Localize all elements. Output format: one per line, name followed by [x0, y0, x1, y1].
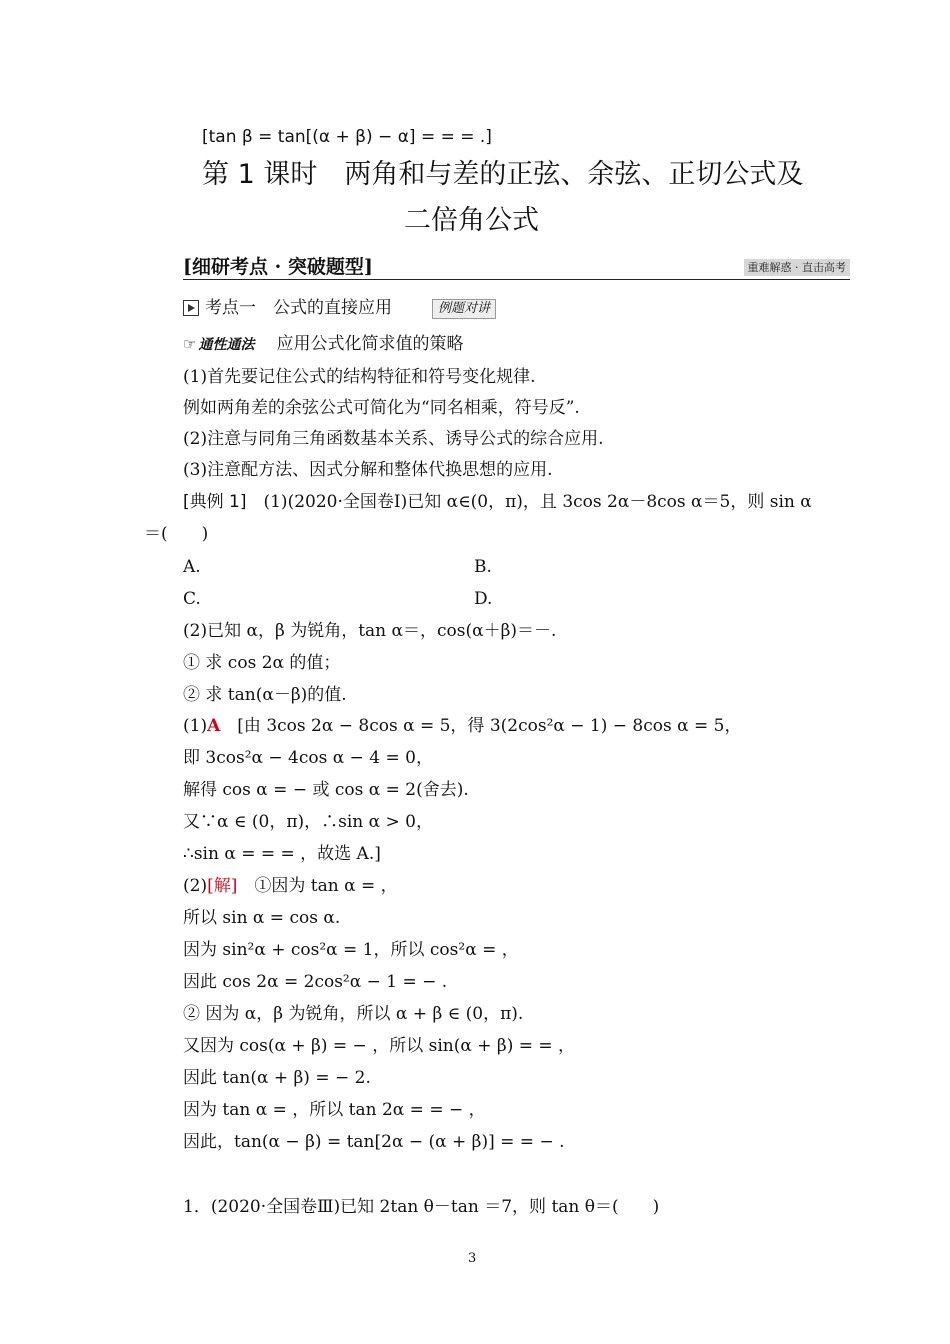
example-q2-intro: (2)已知 α，β 为锐角，tan α＝，cos(α＋β)＝－. [183, 621, 557, 641]
example-q2-item-2: ② 求 tan(α－β)的值. [183, 685, 347, 705]
section-label: [细研考点 · 突破题型] [183, 256, 373, 278]
example-q1-line1: (1)(2020·全国卷Ⅰ)已知 α∈(0，π)，且 3cos 2α－8cos α＝5，则 sin α [263, 492, 812, 512]
answer1-line-1 [183, 715, 741, 737]
section-rule [183, 279, 850, 281]
example-q2-item-1: ① 求 cos 2α 的值； [183, 653, 341, 673]
pointing-hand-icon: ☞ [183, 335, 197, 353]
answer1-line-4: 又∵α ∈ (0，π)，∴sin α > 0， [183, 812, 433, 832]
example-q1-line2: ＝( ) [144, 524, 209, 544]
answer1-text-1: [由 3cos 2α − 8cos α = 5，得 3(2cos²α − 1) − 8cos α = 5， [237, 716, 742, 736]
answer2-line-7: 因此 tan(α + β) = − 2. [183, 1068, 371, 1088]
example-label: [典例 1] [183, 492, 247, 512]
tongxing-text: 应用公式化简求值的策略 [276, 334, 464, 354]
answer2-prefix: (2) [183, 876, 208, 896]
header-formula-line: [tan β = tan[(α + β) − α] = = = .] [202, 127, 492, 147]
example-badge: 例题对讲 [432, 299, 496, 319]
tongxing-badge [183, 333, 254, 356]
answer1-line-3: 解得 cos α = − 或 cos α = 2(舍去). [183, 780, 469, 800]
answer2-line-8: 因为 tan α = ，所以 tan 2α = = − ， [183, 1100, 486, 1120]
answer2-label: [解] [207, 876, 238, 896]
kaodian-heading [183, 297, 496, 319]
kaodian-label: 考点一 公式的直接应用 [205, 298, 392, 318]
strategy-line-4: (3)注意配方法、因式分解和整体代换思想的应用. [183, 460, 553, 480]
option-c: C. [183, 589, 201, 609]
option-b: B. [474, 557, 492, 577]
answer2-line-6: 又因为 cos(α + β) = − ，所以 sin(α + β) = = ， [183, 1036, 576, 1056]
lesson-title-line-1: 第 1 课时 两角和与差的正弦、余弦、正切公式及 [202, 159, 804, 190]
answer2-line-3: 因为 sin²α + cos²α = 1，所以 cos²α = ， [183, 940, 519, 960]
answer2-line-4: 因此 cos 2α = 2cos²α − 1 = − . [183, 972, 448, 992]
tongxing-label: 通性通法 [198, 337, 255, 353]
answer1-prefix: (1) [183, 716, 208, 736]
option-d: D. [474, 589, 493, 609]
answer2-line-5: ② 因为 α，β 为锐角，所以 α + β ∈ (0，π). [183, 1004, 524, 1024]
answer2-line-9: 因此，tan(α − β) = tan[2α − (α + β)] = = − . [183, 1132, 565, 1152]
exercise-1: 1．(2020·全国卷Ⅲ)已知 2tan θ－tan ＝7，则 tan θ＝( ) [183, 1197, 660, 1217]
section-header [183, 256, 850, 280]
option-a: A. [183, 557, 201, 577]
lesson-title-line-2: 二倍角公式 [404, 205, 539, 236]
strategy-line-3: (2)注意与同角三角函数基本关系、诱导公式的综合应用. [183, 429, 604, 449]
answer1-choice: A [207, 716, 221, 736]
page-number: 3 [468, 1251, 477, 1266]
section-tag: 重难解惑 · 直击高考 [744, 259, 851, 276]
tongxing-heading [183, 333, 463, 356]
answer1-line-5: ∴sin α = = = ，故选 A.] [183, 844, 381, 864]
strategy-line-1: (1)首先要记住公式的结构特征和符号变化规律. [183, 367, 536, 387]
answer2-line-1 [183, 875, 398, 897]
example-question-1 [183, 491, 812, 513]
answer1-line-2: 即 3cos²α − 4cos α − 4 = 0， [183, 748, 433, 768]
answer2-line-2: 所以 sin α = cos α. [183, 908, 341, 928]
play-triangle-icon [183, 300, 199, 316]
strategy-line-2: 例如两角差的余弦公式可简化为“同名相乘，符号反”. [183, 398, 580, 418]
answer2-first: ①因为 tan α = ， [254, 876, 398, 896]
